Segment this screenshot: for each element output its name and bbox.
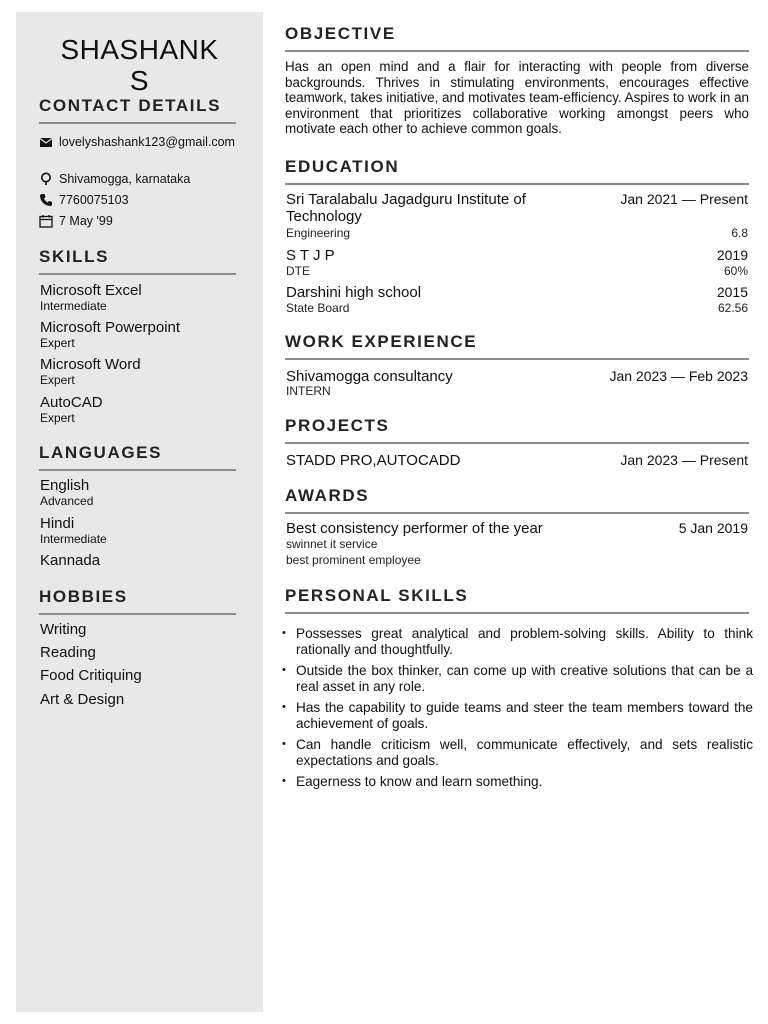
education-field: DTE [286, 264, 310, 278]
contact-heading: CONTACT DETAILS [39, 96, 236, 124]
education-institution: Darshini high school [286, 284, 422, 301]
language-name: English [40, 477, 90, 494]
awards-heading: AWARDS [285, 486, 749, 514]
skill-level: Expert [40, 336, 75, 350]
language-level: Intermediate [40, 532, 107, 546]
personal-skill-item: • Outside the box thinker, can come up with creative solutions that can be a real asset in any role. [285, 663, 753, 694]
education-dates: Jan 2021 — Present [620, 191, 748, 207]
education-score: 60% [723, 264, 748, 278]
skill-item [40, 282, 250, 313]
personal-skill-item: • Has the capability to guide teams and steer the team members toward the achievement of goals. [285, 700, 753, 731]
language-name: Hindi [40, 515, 75, 532]
skill-level: Intermediate [40, 299, 107, 313]
language-item [40, 477, 250, 508]
education-institution: S T J P [286, 247, 335, 264]
phone-text: 7760075103 [59, 193, 129, 207]
hobby-item: Writing [40, 621, 87, 638]
name-first: SHASHANK [60, 34, 219, 65]
hobby-item: Reading [40, 644, 96, 661]
hobby-item: Art & Design [40, 691, 125, 708]
skills-heading: SKILLS [39, 247, 236, 275]
objective-text: Has an open mind and a flair for interacting with people from diverse backgrounds. Thrives in stimulating environments, encourages effective teamwork, takes initiative, and motivates team-efficiency. Aspires to work in an environment that prioritizes collaborative working amongst peers who motivate each other to achieve common goals. [285, 59, 749, 136]
sidebar [16, 12, 263, 1012]
award-description: best prominent employee [286, 553, 421, 567]
objective-heading: OBJECTIVE [285, 24, 749, 52]
skill-item [40, 356, 250, 387]
email-icon [39, 135, 53, 149]
location-pin-icon [39, 172, 53, 186]
hobbies-heading: HOBBIES [39, 587, 236, 615]
skill-item [40, 319, 250, 350]
calendar-icon [39, 214, 53, 228]
education-heading: EDUCATION [285, 157, 749, 185]
work-company: Shivamogga consultancy [286, 368, 453, 385]
skill-level: Expert [40, 411, 75, 425]
skill-level: Expert [40, 373, 75, 387]
skill-name: AutoCAD [40, 394, 103, 411]
education-dates: 2015 [716, 284, 748, 300]
projects-heading: PROJECTS [285, 416, 749, 444]
candidate-name [16, 34, 263, 96]
language-item [40, 515, 250, 546]
work-role: INTERN [286, 384, 331, 398]
education-field: Engineering [286, 226, 351, 240]
education-institution: Sri Taralabalu Jagadguru Institute of Technology [286, 191, 526, 225]
skill-name: Microsoft Excel [40, 282, 142, 299]
main-content [285, 0, 753, 1024]
award-issuer: swinnet it service [286, 537, 378, 551]
education-score: 6.8 [731, 226, 748, 240]
language-level: Advanced [40, 494, 94, 508]
personal-skills-list [285, 626, 753, 796]
email-text: lovelyshashank123@gmail.com [59, 135, 235, 149]
work-dates: Jan 2023 — Feb 2023 [609, 368, 748, 384]
personal-skill-item: • Can handle criticism well, communicate effectively, and sets realistic expectations and goals. [285, 737, 753, 768]
project-title: STADD PRO,AUTOCADD [286, 452, 461, 469]
personal-skill-item: • Possesses great analytical and problem-solving skills. Ability to think rationally and thoughtfully. [285, 626, 753, 657]
hobby-item: Food Critiquing [40, 667, 142, 684]
project-dates: Jan 2023 — Present [620, 452, 748, 468]
award-date: 5 Jan 2019 [678, 520, 748, 536]
skill-name: Microsoft Word [40, 356, 141, 373]
education-score: 62.56 [717, 301, 748, 315]
location-text: Shivamogga, karnataka [59, 172, 191, 186]
education-dates: 2019 [716, 247, 748, 263]
language-name: Kannada [40, 552, 101, 569]
phone-icon [39, 193, 53, 207]
language-item [40, 552, 250, 569]
languages-heading: LANGUAGES [39, 443, 236, 471]
dob-text: 7 May '99 [59, 214, 113, 228]
award-title: Best consistency performer of the year [286, 520, 543, 537]
skill-name: Microsoft Powerpoint [40, 319, 181, 336]
personal-skill-item: • Eagerness to know and learn something. [285, 774, 753, 790]
skill-item [40, 394, 250, 425]
personal-skills-heading: PERSONAL SKILLS [285, 586, 749, 614]
name-second: S [129, 65, 150, 96]
education-field: State Board [286, 301, 350, 315]
work-experience-heading: WORK EXPERIENCE [285, 332, 749, 360]
